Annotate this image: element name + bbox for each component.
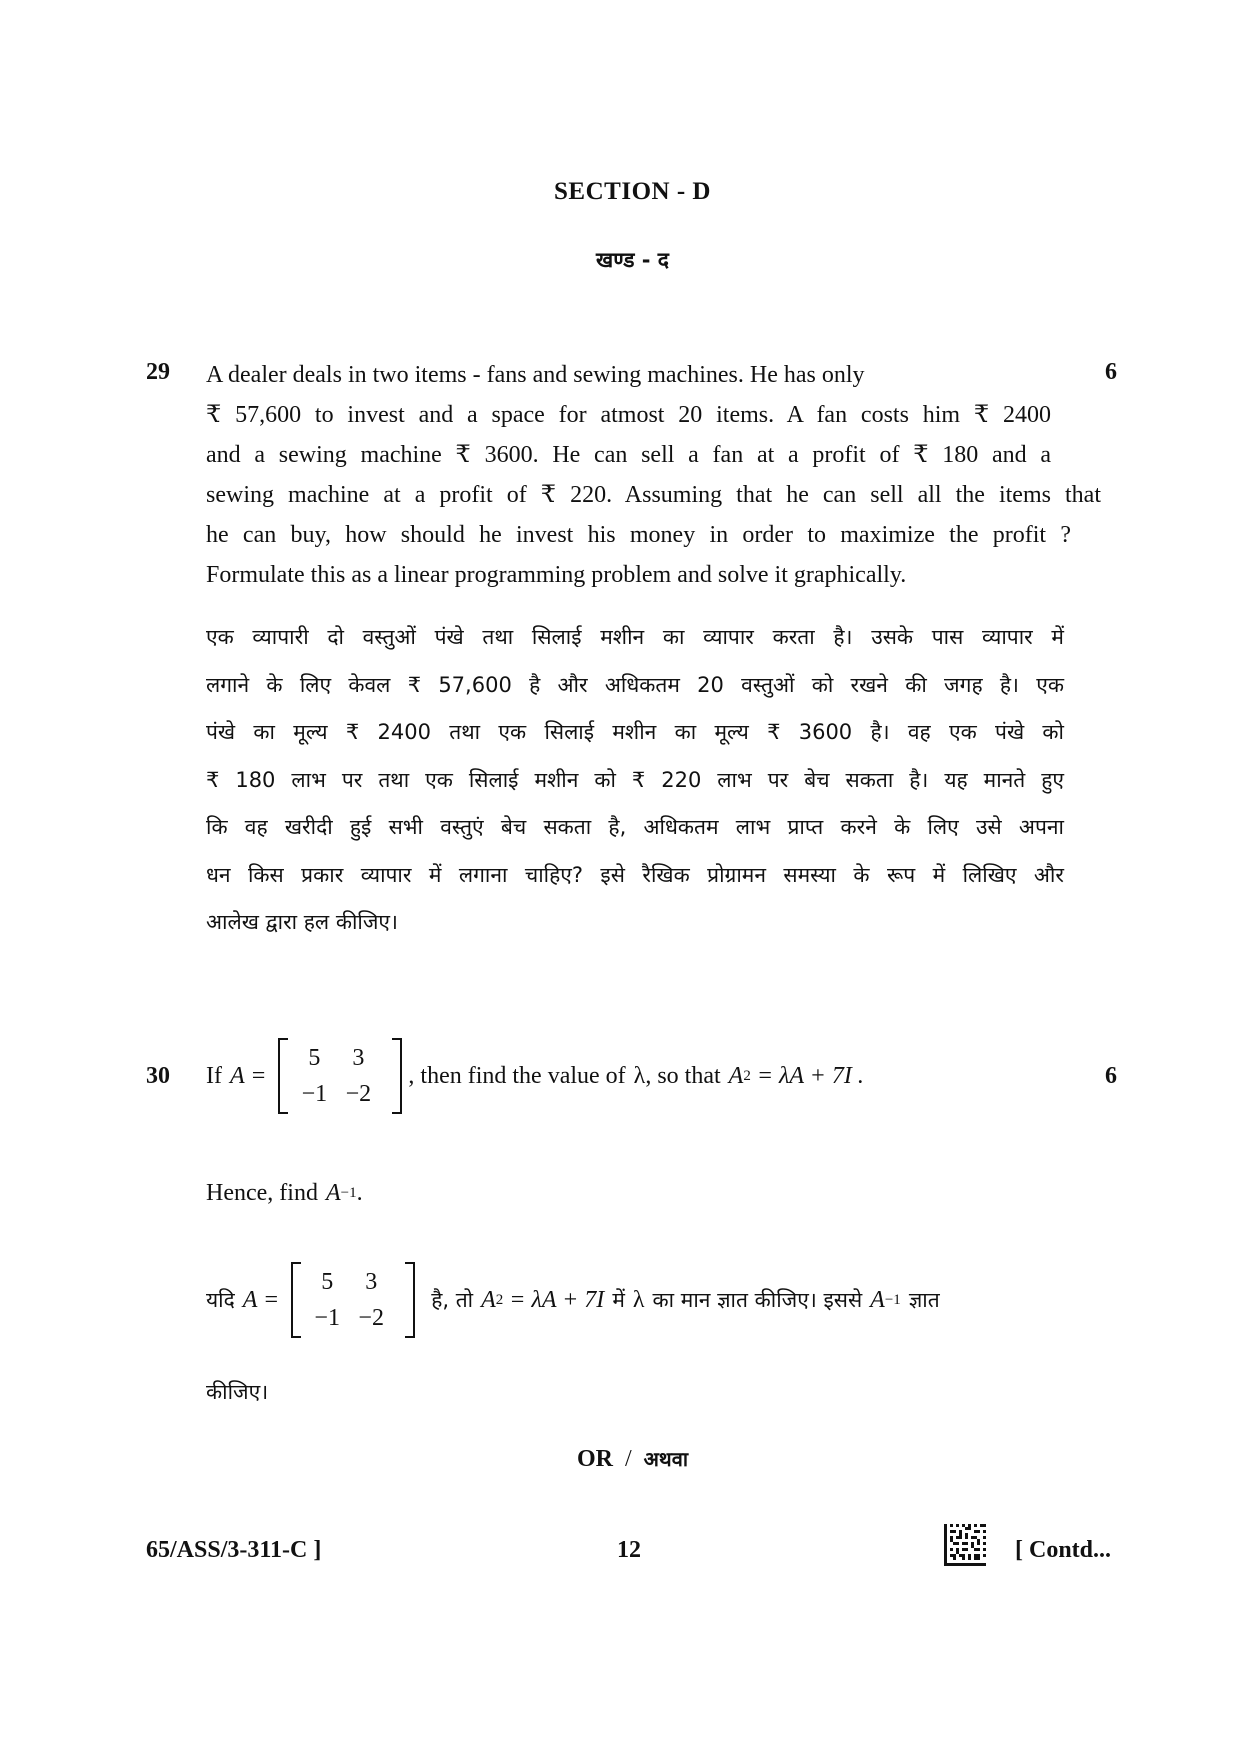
question-30-english-line [206,1038,872,1114]
inverse-base: A [870,1286,885,1313]
datamatrix-code-icon [944,1524,986,1566]
matrix-cell: −1 [301,1081,328,1107]
text-line: he can buy, how should he invest his money in order to maximize the profit ? [206,522,1071,548]
text: है, तो [431,1288,474,1312]
text-line: कि वह खरीदी हुई सभी वस्तुएं बेच सकता है, अधिकतम लाभ प्राप्त करने के लिए उसे अपना [206,815,1064,839]
right-bracket [405,1262,415,1338]
matrix-label: A = [229,1062,267,1089]
matrix-cell: 3 [352,1045,365,1071]
question-marks-30: 6 [1105,1063,1117,1089]
text: ज्ञात [908,1288,940,1312]
exponent: 2 [495,1291,504,1308]
period: . [356,1180,363,1206]
equation-lhs: A [728,1062,744,1089]
text-line: धन किस प्रकार व्यापार में लगाना चाहिए? इसे रैखिक प्रोग्रामन समस्या के रूप में लिखिए और [206,862,1064,887]
question-30-hence-line [206,1180,371,1207]
lambda-symbol: λ [632,1286,645,1313]
or-hindi: अथवा [643,1447,689,1471]
section-title-hindi: खण्ड - द [596,248,669,272]
text-line: ₹ 57,600 to invest and a space for atmost 20 items. A fan costs him ₹ 2400 [206,402,1051,428]
question-number-30: 30 [146,1063,170,1089]
question-30-hindi-line [206,1262,948,1338]
left-bracket [291,1262,301,1338]
question-29-hindi [206,614,1064,947]
lambda-symbol: λ [633,1062,646,1089]
hence-text: Hence, find [206,1180,318,1206]
left-bracket [278,1038,288,1114]
question-marks-29: 6 [1105,359,1117,385]
text: , then find the value of [408,1062,626,1089]
footer-code: 65/ASS/3-311-C ] [146,1537,322,1563]
inverse-exponent: −1 [884,1291,901,1308]
matrix-cell: 3 [365,1269,378,1295]
matrix-cell: −2 [345,1081,372,1107]
text-line: ₹ 180 लाभ पर तथा एक सिलाई मशीन को ₹ 220 लाभ पर बेच सकता है। यह मानते हुए [206,767,1064,792]
text: , so that [645,1062,721,1089]
or-english: OR [576,1446,613,1472]
text: का मान ज्ञात कीजिए। इससे [652,1288,863,1312]
equation-rhs: = λA + 7I [509,1286,605,1313]
question-30-hindi-line-2: कीजिए। [206,1380,269,1404]
text-line: एक व्यापारी दो वस्तुओं पंखे तथा सिलाई मशीन का व्यापार करता है। उसके पास व्यापार में [206,625,1064,649]
inverse-base: A [325,1180,341,1206]
question-29-english [206,355,1101,595]
matrix-a [278,1038,410,1114]
section-title: SECTION - D [554,178,711,205]
text-line: पंखे का मूल्य ₹ 2400 तथा एक सिलाई मशीन का मूल्य ₹ 3600 है। वह एक पंखे को [206,720,1064,744]
or-separator [0,1445,1240,1473]
matrix-cell: 5 [308,1045,321,1071]
page-number: 12 [617,1537,641,1563]
if-text: If [206,1062,222,1089]
equation-rhs: = λA + 7I . [756,1062,864,1089]
text-line: and a sewing machine ₹ 3600. He can sell a fan at a profit of ₹ 180 and a [206,442,1051,468]
continued-label: [ Contd... [1015,1537,1112,1563]
matrix-cell: −2 [358,1305,384,1331]
text-line: लगाने के लिए केवल ₹ 57,600 है और अधिकतम 20 वस्तुओं को रखने की जगह है। एक [206,672,1064,697]
text: में [612,1288,625,1312]
matrix-a-hindi [291,1262,423,1338]
if-text-hindi: यदि [206,1288,235,1312]
equation-lhs: A [481,1286,496,1313]
exponent: 2 [743,1067,751,1084]
text-line: आलेख द्वारा हल कीजिए। [206,910,398,934]
text-line: A dealer deals in two items - fans and sewing machines. He has only [206,362,865,388]
matrix-cell: −1 [314,1305,340,1331]
inverse-exponent: −1 [340,1185,357,1201]
text-line: sewing machine at a profit of ₹ 220. Assuming that he can sell all the items that [206,482,1101,508]
matrix-label: A = [242,1286,280,1313]
or-slash: / [624,1446,632,1472]
question-number-29: 29 [146,359,170,385]
text-line: Formulate this as a linear programming problem and solve it graphically. [206,562,907,588]
right-bracket [392,1038,402,1114]
matrix-cell: 5 [321,1269,334,1295]
